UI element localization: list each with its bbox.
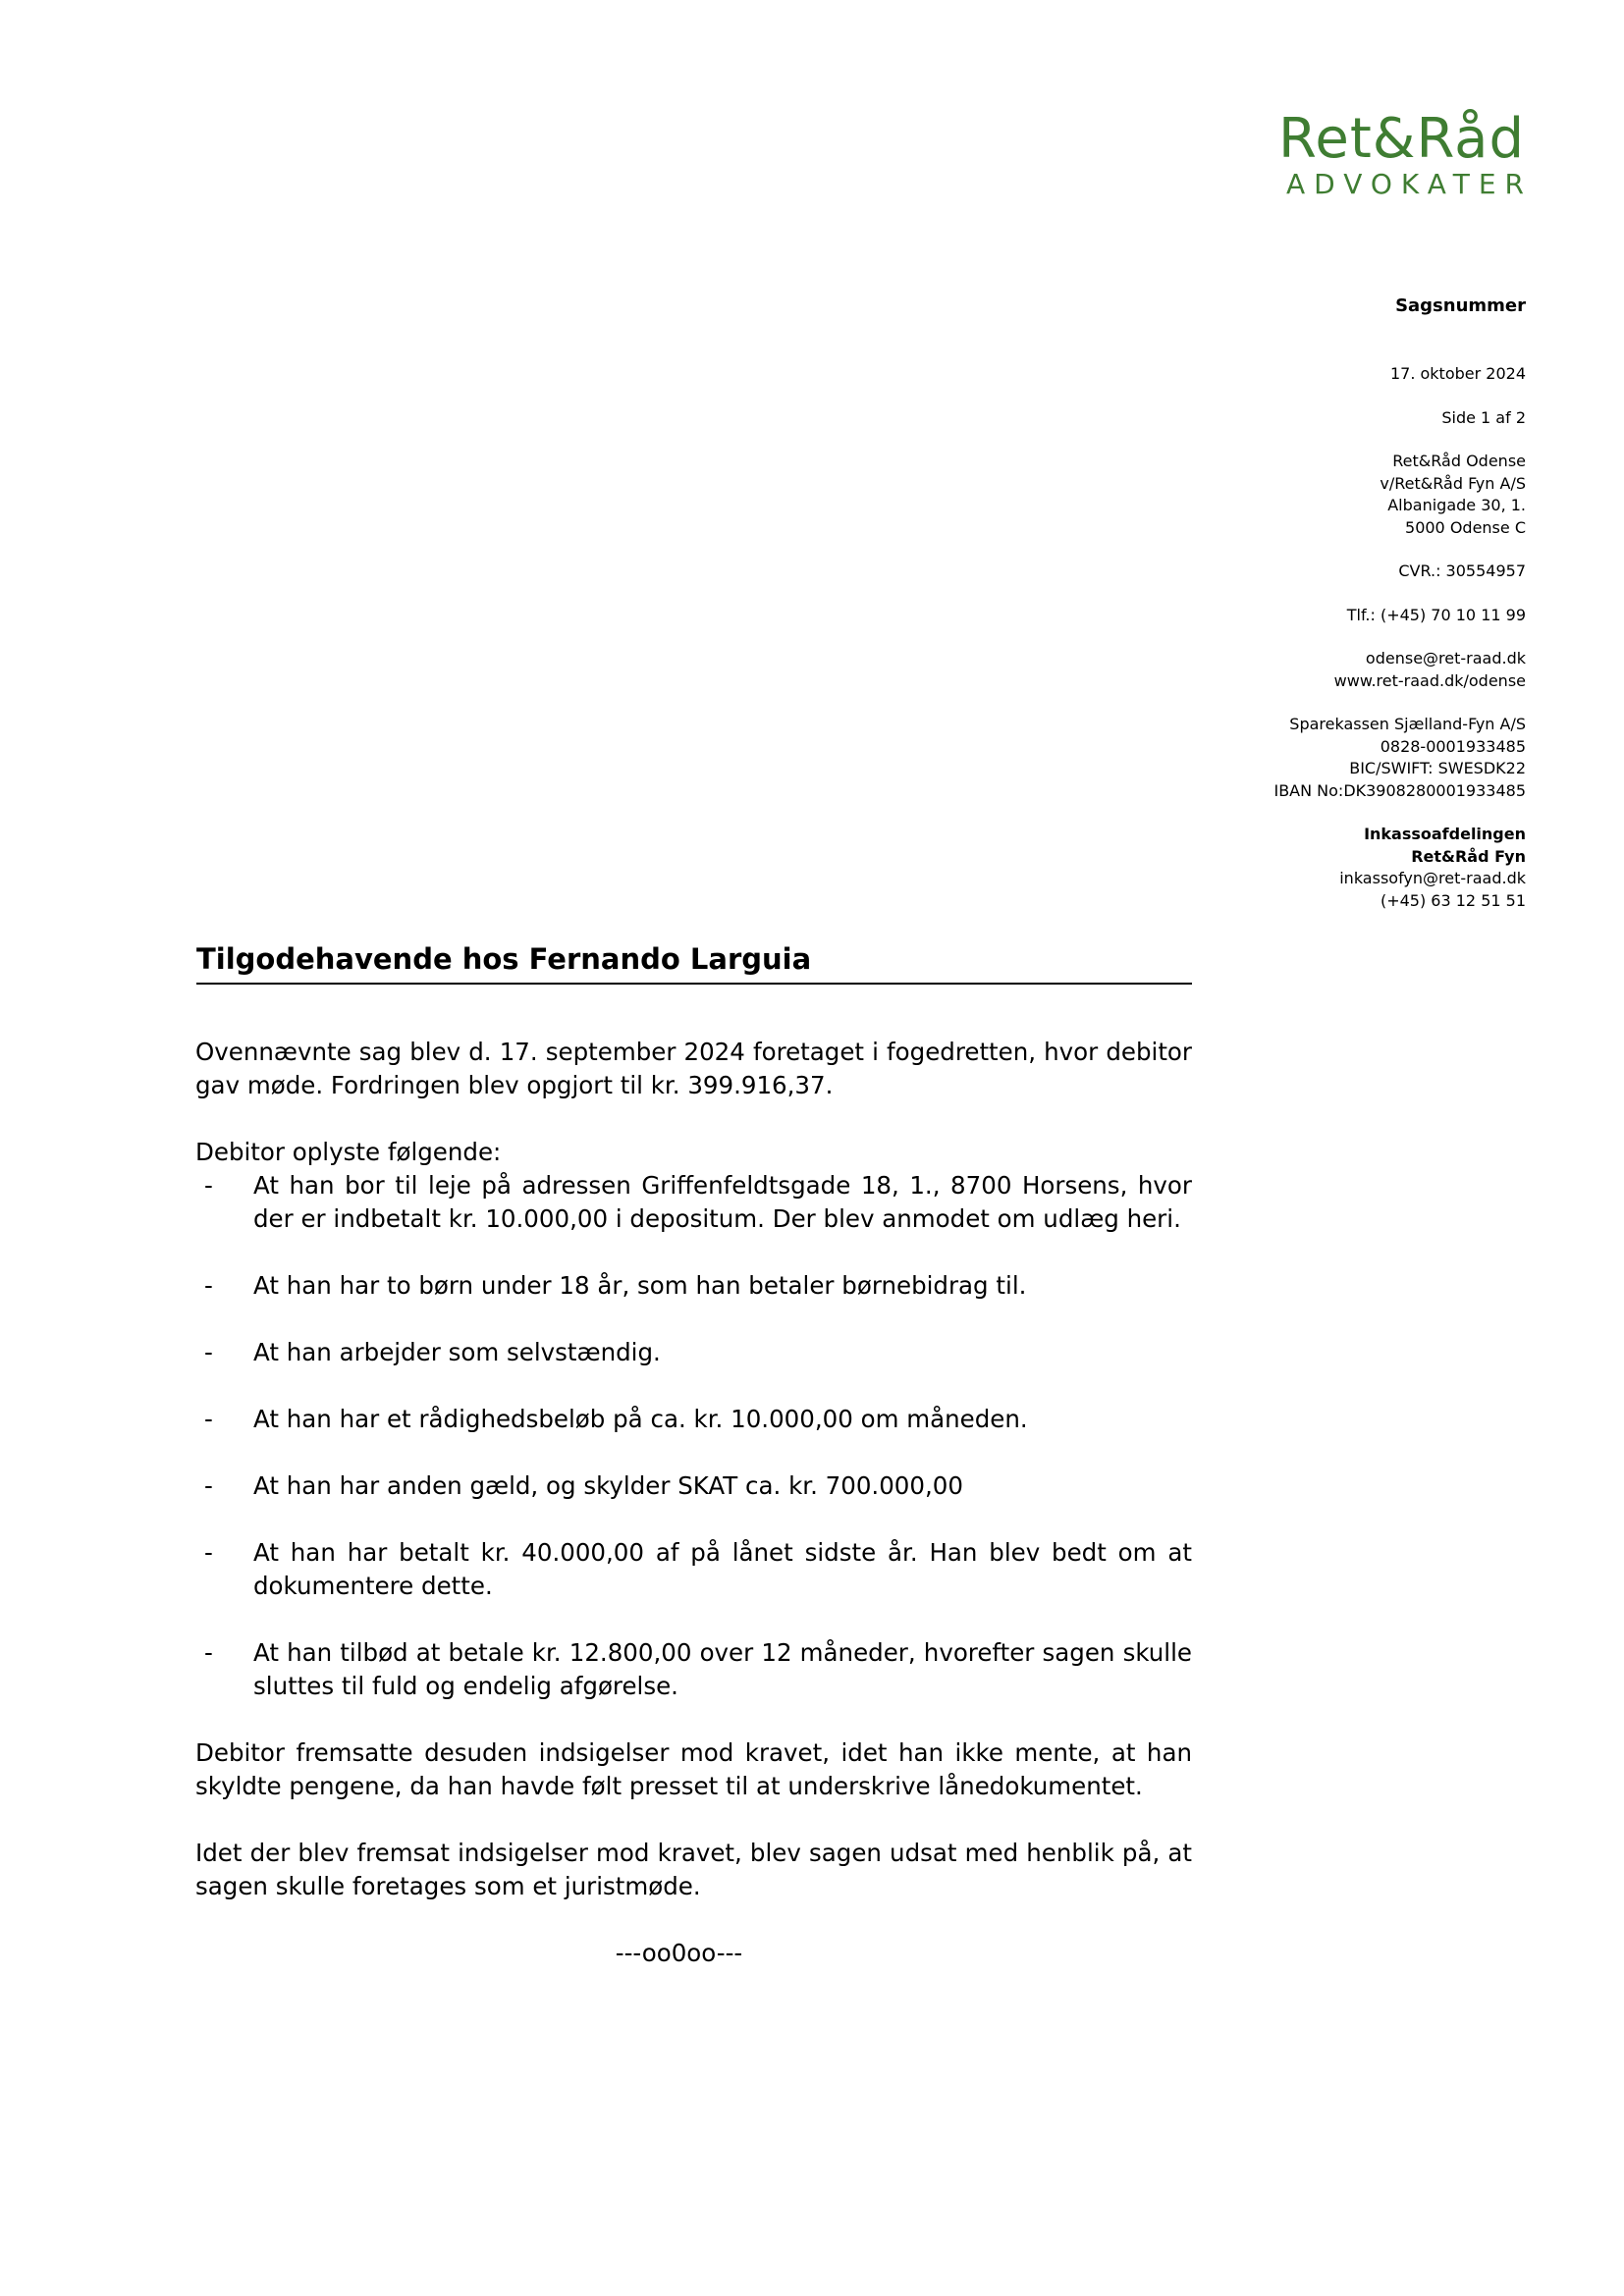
collection-department (1133, 824, 1526, 912)
company-logo (1230, 107, 1533, 200)
dash-bullet: - (204, 1171, 213, 1200)
letterhead-sidebar (1133, 294, 1526, 912)
department-org: Ret&Råd Fyn (1411, 846, 1526, 866)
list-item (195, 1469, 1192, 1503)
bank-line: IBAN No:DK3908280001933485 (1273, 780, 1526, 800)
cvr-number: CVR.: 30554957 (1398, 561, 1526, 580)
list-item (195, 1536, 1192, 1603)
website: www.ret-raad.dk/odense (1333, 670, 1526, 690)
list-item-text: At han bor til leje på adressen Griffenfeldtsgade 18, 1., 8700 Horsens, hvor der er indbetalt kr. 10.000,00 i depositum. Der blev anmodet om udlæg heri. (253, 1171, 1192, 1233)
list-item (195, 1403, 1192, 1436)
statement-list (195, 1169, 1192, 1703)
office-line: v/Ret&Råd Fyn A/S (1380, 473, 1526, 493)
letter-date: 17. oktober 2024 (1389, 364, 1526, 383)
list-item-text: At han arbejder som selvstændig. (253, 1338, 661, 1366)
phone-number: Tlf.: (+45) 70 10 11 99 (1346, 605, 1526, 624)
office-address (1133, 451, 1526, 539)
end-marker: ---oo0oo--- (615, 1939, 743, 1967)
office-line: Ret&Råd Odense (1392, 452, 1526, 470)
dash-bullet: - (204, 1405, 213, 1433)
list-intro: Debitor oplyste følgende: (195, 1138, 502, 1166)
list-item-text: At han har anden gæld, og skylder SKAT ca. kr. 700.000,00 (253, 1471, 963, 1500)
paragraph: Ovennævnte sag blev d. 17. september 2024 foretaget i fogedretten, hvor debitor gav møde. Fordringen blev opgjort til kr. 399.916,37. (195, 1038, 1192, 1099)
bank-line: 0828-0001933485 (1380, 736, 1526, 756)
department-email: inkassofyn@ret-raad.dk (1339, 869, 1526, 887)
dash-bullet: - (204, 1471, 213, 1500)
office-line: 5000 Odense C (1405, 517, 1526, 537)
list-item (195, 1169, 1192, 1236)
list-item (195, 1636, 1192, 1703)
bank-details (1133, 714, 1526, 802)
paragraph: Idet der blev fremsat indsigelser mod kravet, blev sagen udsat med henblik på, at sagen skulle foretages som et juristmøde. (195, 1839, 1192, 1900)
list-item-text: At han har et rådighedsbeløb på ca. kr. 10.000,00 om måneden. (253, 1405, 1028, 1433)
dash-bullet: - (204, 1538, 213, 1567)
bank-line: BIC/SWIFT: SWESDK22 (1349, 759, 1526, 777)
dash-bullet: - (204, 1638, 213, 1667)
page-number: Side 1 af 2 (1441, 407, 1526, 427)
letter-body (195, 1036, 1192, 1970)
department-phone: (+45) 63 12 51 51 (1380, 890, 1526, 910)
office-line: Albanigade 30, 1. (1387, 496, 1526, 514)
dash-bullet: - (204, 1338, 213, 1366)
dash-bullet: - (204, 1271, 213, 1300)
list-item-text: At han har betalt kr. 40.000,00 af på lånet sidste år. Han blev bedt om at dokumentere dette. (253, 1538, 1192, 1600)
department-name: Inkassoafdelingen (1364, 825, 1526, 843)
bank-line: Sparekassen Sjælland-Fyn A/S (1289, 715, 1526, 733)
paragraph: Debitor fremsatte desuden indsigelser mod kravet, idet han ikke mente, at han skyldte pengene, da han havde følt presset til at underskrive lånedokumentet. (195, 1738, 1192, 1800)
list-item (195, 1269, 1192, 1303)
list-item (195, 1336, 1192, 1369)
letter-title: Tilgodehavende hos Fernando Larguia (196, 939, 1192, 985)
logo-name: Ret&Råd (1277, 107, 1525, 171)
list-item-text: At han tilbød at betale kr. 12.800,00 over 12 måneder, hvorefter sagen skulle sluttes til fuld og endelig afgørelse. (253, 1638, 1192, 1700)
case-number-label: Sagsnummer (1395, 295, 1526, 316)
list-item-text: At han har to børn under 18 år, som han betaler børnebidrag til. (253, 1271, 1027, 1300)
email-address: odense@ret-raad.dk (1365, 649, 1526, 667)
logo-subtitle: ADVOKATER (1285, 168, 1533, 200)
